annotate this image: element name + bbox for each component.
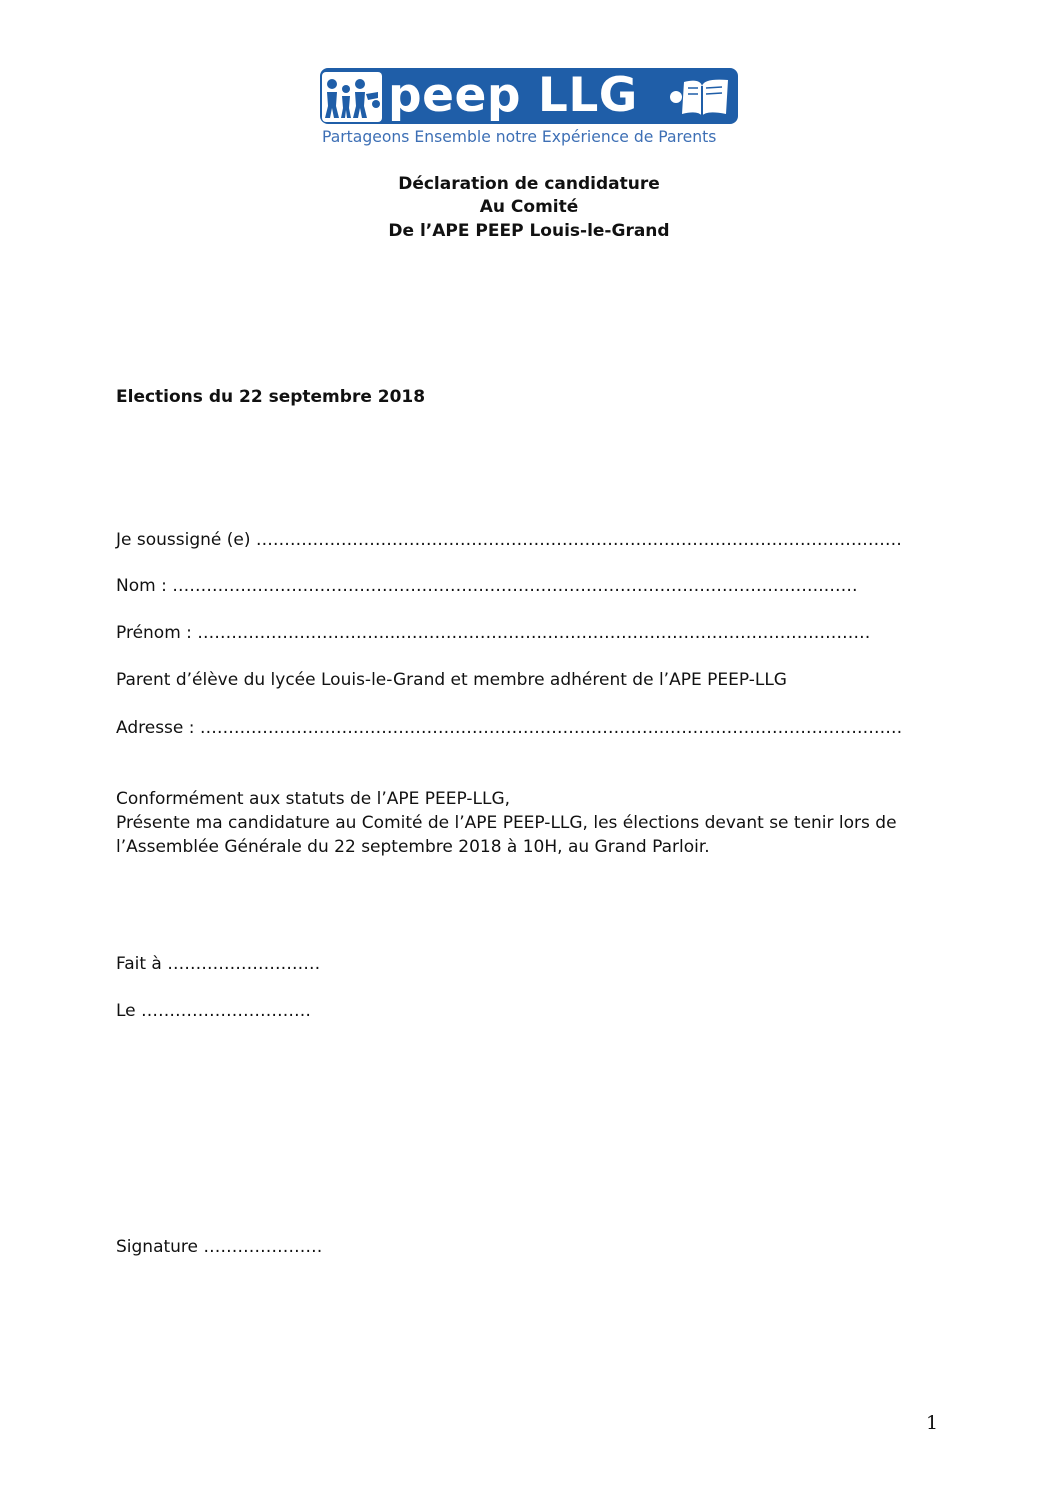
document-title-line-3: De l’APE PEEP Louis-le-Grand: [388, 221, 670, 241]
field-nom: Nom : …………………………………………………………………………………………………….……: [116, 576, 858, 596]
field-soussigne: Je soussigné (e) ……………………………………………………………………………………………………: [116, 530, 902, 550]
logo-tagline: Partageons Ensemble notre Expérience de Parents: [322, 128, 717, 146]
field-signature: Signature …………………: [116, 1237, 323, 1257]
logo-wordmark: peep LLG: [388, 68, 638, 123]
field-prenom: Prénom : ……………………………...……………………..…………………………………………………: [116, 623, 871, 643]
field-date: Le …………………………: [116, 1001, 312, 1021]
field-fait-a: Fait à ………………………: [116, 954, 321, 974]
body-line-3: l’Assemblée Générale du 22 septembre 2018 à 10H, au Grand Parloir.: [116, 837, 710, 857]
page-number: 1: [926, 1412, 939, 1434]
body-line-1: Conformément aux statuts de l’APE PEEP-LLG,: [116, 789, 511, 809]
field-adresse: Adresse : ……………………………………………………………………….……………………………………: [116, 718, 903, 738]
book-icon: [670, 74, 734, 120]
peep-llg-logo: [320, 68, 740, 152]
body-line-2: Présente ma candidature au Comité de l’APE PEEP-LLG, les élections devant se tenir lors de: [116, 813, 897, 833]
parent-statement: Parent d’élève du lycée Louis-le-Grand et membre adhérent de l’APE PEEP-LLG: [116, 670, 787, 690]
document-title-line-2: Au Comité: [479, 197, 579, 217]
family-icon: [322, 72, 382, 122]
document-title-line-1: Déclaration de candidature: [398, 174, 660, 194]
logo-banner: [320, 68, 738, 124]
election-heading: Elections du 22 septembre 2018: [116, 387, 426, 407]
